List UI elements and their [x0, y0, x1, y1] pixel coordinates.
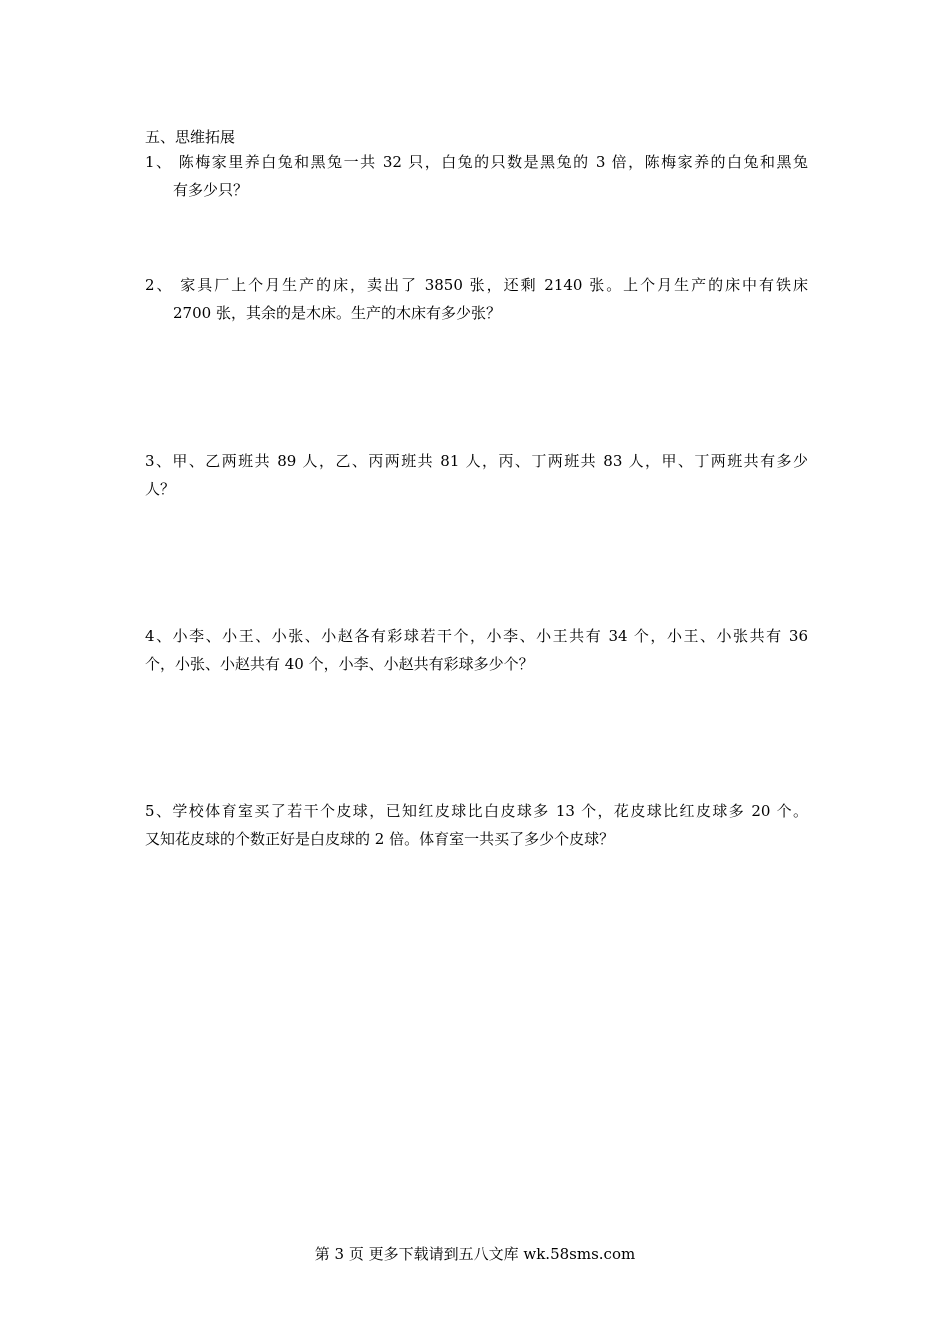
question-4: [145, 622, 808, 678]
question-5-line-2: 又知花皮球的个数正好是白皮球的 2 倍。体育室一共买了多少个皮球？: [145, 830, 615, 848]
page-footer: 第 3 页 更多下载请到五八文库 wk.58sms.com: [314, 1245, 636, 1263]
question-4-line-1: 4、小李、小王、小张、小赵各有彩球若干个，小李、小王共有 34 个，小王、小张共有 36: [145, 627, 808, 645]
question-1-line-2: 有多少只？: [173, 181, 249, 199]
question-2-line-2: 2700 张，其余的是木床。生产的木床有多少张？: [173, 304, 501, 322]
question-5-line-1: 5、学校体育室买了若干个皮球，已知红皮球比白皮球多 13 个，花皮球比红皮球多 20 个。: [145, 802, 808, 820]
question-2-line-1: 2、 家具厂上个月生产的床，卖出了 3850 张，还剩 2140 张。上个月生产的床中有铁床: [145, 276, 808, 294]
question-1-line-1: 1、 陈梅家里养白兔和黑兔一共 32 只，白兔的只数是黑兔的 3 倍，陈梅家养的白兔和黑兔: [145, 153, 808, 171]
question-1: [145, 148, 808, 204]
section-title: 五、思维拓展: [145, 128, 236, 146]
question-5: [145, 797, 808, 853]
question-3-line-2: 人？: [145, 480, 176, 498]
question-4-line-2: 个，小张、小赵共有 40 个，小李、小赵共有彩球多少个？: [145, 655, 534, 673]
question-2: [145, 271, 808, 327]
question-3: [145, 447, 808, 503]
question-3-line-1: 3、甲、乙两班共 89 人，乙、丙两班共 81 人，丙、丁两班共 83 人，甲、丁两班共有多少: [145, 452, 808, 470]
